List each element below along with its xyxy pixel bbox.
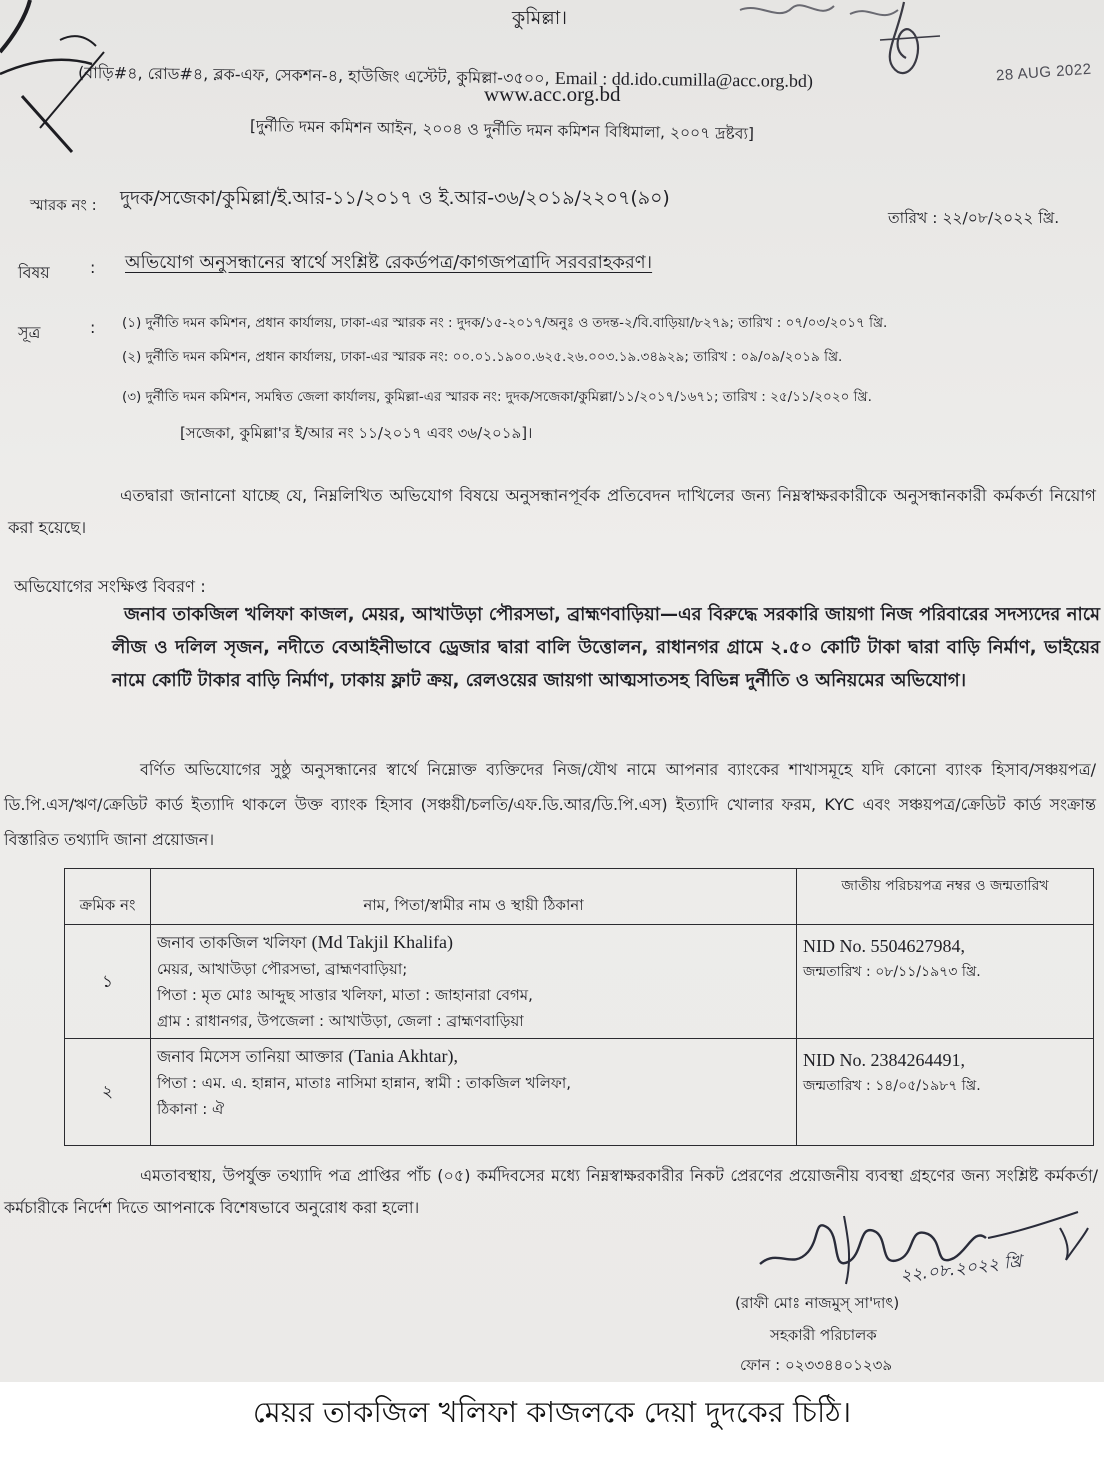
references-note: [সজেকা, কুমিল্লা'র ই/আর নং ১১/২০১৭ এবং ৩৬/২০১৯]। xyxy=(180,424,533,442)
memo-number: দুদক/সজেকা/কুমিল্লা/ই.আর-১১/২০১৭ ও ই.আর-৩৬/২০১৯/২২০৭(৯০) xyxy=(120,187,670,209)
subject-label: বিষয় xyxy=(18,263,50,282)
person-name xyxy=(157,1043,790,1070)
person-detail-line: গ্রাম : রাধানগর, উপজেলা : আখাউড়া, জেলা : ব্রাহ্মণবাড়িয়া xyxy=(157,1012,524,1030)
summary-heading: অভিযোগের সংক্ষিপ্ত বিবরণ : xyxy=(14,577,206,596)
nid-number: NID No. 5504627984, xyxy=(803,936,965,956)
person-detail-line: পিতা : মৃত মোঃ আব্দুছ সাত্তার খলিফা, মাতা : জাহানারা বেগম, xyxy=(157,986,533,1004)
person-detail-line: মেয়র, আখাউড়া পৌরসভা, ব্রাহ্মণবাড়িয়া; xyxy=(157,960,408,978)
signatory-name: (রাফী মোঃ নাজমুস্ সা'দাৎ) xyxy=(735,1294,900,1312)
subject-colon: : xyxy=(90,258,96,277)
table-row-serial: ১ xyxy=(65,925,151,1039)
received-date-stamp: 28 AUG 2022 xyxy=(995,60,1093,85)
table-header-nid: জাতীয় পরিচয়পত্র নম্বর ও জন্মতারিখ xyxy=(797,869,1093,925)
table-row-details xyxy=(151,925,797,1039)
date-of-birth: জন্মতারিখ : ০৮/১১/১৯৭৩ খ্রি. xyxy=(803,964,981,980)
signatory-phone: ফোন : ০২৩৩৪৪০১২৩৯ xyxy=(740,1356,893,1374)
office-website: www.acc.org.bd xyxy=(484,82,621,106)
person-name xyxy=(157,929,790,956)
memo-label: স্মারক নং : xyxy=(30,196,97,214)
address-text: (বাড়ি#৪, রোড#৪, ব্লক-এফ, সেকশন-৪, হাউজিং এস্টেট, কুমিল্লা-৩৫০০, xyxy=(77,63,550,88)
intro-paragraph: এতদ্বারা জানানো যাচ্ছে যে, নিম্নলিখিত অভিযোগ বিষয়ে অনুসন্ধানপূর্বক প্রতিবেদন দাখিলের জন্য নিম্নস্বাক্ষরকারীকে অনুসন্ধানকারী কর্মকর্তা নিয়োগ করা হয়েছে। xyxy=(8,486,1096,537)
person-detail-line: পিতা : এম. এ. হান্নান, মাতাঃ নাসিমা হান্নান, স্বামী : তাকজিল খলিফা, xyxy=(157,1074,571,1092)
signatory-designation: সহকারী পরিচালক xyxy=(770,1326,877,1344)
person-name-bn: জনাব তাকজিল খলিফা xyxy=(157,933,307,952)
summary-paragraph: জনাব তাকজিল খলিফা কাজল, মেয়র, আখাউড়া পৌরসভা, ব্রাহ্মণবাড়িয়া—এর বিরুদ্ধে সরকারি জায়গা নিজ পরিবারের সদস্যদের নামে লীজ ও দলিল সৃজন, নদীতে বেআইনীভাবে ড্রেজার দ্বারা বালি উত্তোলন, রাধানগর গ্রামে ২.৫০ কোটি টাকা দ্বারা বাড়ি নির্মাণ, ভাইয়ের নামে কোটি টাকার বাড়ি নির্মাণ, ঢাকায় ফ্লাট ক্রয়, রেলওয়ের জায়গা আত্মসাতসহ বিভিন্ন দুর্নীতি ও অনিয়মের অভিযোগ। xyxy=(112,604,1100,691)
references-label: সূত্র xyxy=(18,323,41,342)
persons-table xyxy=(64,868,1094,1146)
office-address xyxy=(78,60,813,96)
office-email: Email : dd.ido.cumilla@acc.org.bd) xyxy=(554,67,814,91)
memo-date: তারিখ : ২২/০৮/২০২২ খ্রি. xyxy=(888,209,1060,227)
signature-date: ২২.০৮.২০২২ খ্রি xyxy=(899,1251,1023,1287)
table-row-nid xyxy=(797,925,1093,1039)
table-row-serial: ২ xyxy=(65,1039,151,1145)
table-header-serial: ক্রমিক নং xyxy=(65,869,151,925)
person-detail-line: ঠিকানা : ঐ xyxy=(157,1100,225,1118)
subject-text: অভিযোগ অনুসন্ধানের স্বার্থে সংশ্লিষ্ট রেকর্ডপত্র/কাগজপত্রাদি সরবরাহকরণ। xyxy=(125,252,653,273)
office-city: কুমিল্লা। xyxy=(512,7,568,29)
table-row-details xyxy=(151,1039,797,1145)
reference-item: (১) দুর্নীতি দমন কমিশন, প্রধান কার্যালয়, ঢাকা-এর স্মারক নং : দুদক/১৫-২০১৭/অনুঃ ও তদন্ত-২/বি.বাড়িয়া/৮২৭৯; তারিখ : ০৭/০৩/২০১৭ খ্রি. xyxy=(122,315,888,331)
references-colon: : xyxy=(90,318,96,337)
table-row-nid xyxy=(797,1039,1093,1145)
person-name-en: (Tania Akhtar), xyxy=(348,1046,458,1066)
reference-item: (৩) দুর্নীতি দমন কমিশন, সমন্বিত জেলা কার্যালয়, কুমিল্লা-এর স্মারক নং: দুদক/সজেকা/কুমিল্লা/১১/২০১৭/১৬৭১; তারিখ : ২৫/১১/২০২০ খ্রি. xyxy=(122,389,872,405)
person-name-en: (Md Takjil Khalifa) xyxy=(311,932,454,952)
nid-number: NID No. 2384264491, xyxy=(803,1050,965,1070)
table-header-details: নাম, পিতা/স্বামীর নাম ও স্থায়ী ঠিকানা xyxy=(151,869,797,925)
date-of-birth: জন্মতারিখ : ১৪/০৫/১৯৮৭ খ্রি. xyxy=(803,1078,981,1094)
closing-paragraph: এমতাবস্থায়, উপর্যুক্ত তথ্যাদি পত্র প্রাপ্তির পাঁচ (০৫) কর্মদিবসের মধ্যে নিম্নস্বাক্ষরকারীর নিকট প্রেরণের প্রয়োজনীয় ব্যবস্থা গ্রহণের জন্য সংশ্লিষ্ট কর্মকর্তা/কর্মচারীকে নির্দেশ দিতে আপনাকে বিশেষভাবে অনুরোধ করা হলো। xyxy=(4,1166,1098,1217)
reference-item: (২) দুর্নীতি দমন কমিশন, প্রধান কার্যালয়, ঢাকা-এর স্মারক নং: ০০.০১.১৯০০.৬২৫.২৬.০০৩.১৯.৩৪৯২৯; তারিখ : ০৯/০৯/২০১৯ খ্রি. xyxy=(122,349,843,365)
image-caption: মেয়র তাকজিল খলিফা কাজলকে দেয়া দুদকের চিঠি। xyxy=(252,1395,852,1429)
person-name-bn: জনাব মিসেস তানিয়া আক্তার xyxy=(157,1047,344,1066)
law-reference: [দুর্নীতি দমন কমিশন আইন, ২০০৪ ও দুর্নীতি দমন কমিশন বিধিমালা, ২০০৭ দ্রষ্টব্য] xyxy=(249,117,755,143)
request-paragraph: বর্ণিত অভিযোগের সুষ্ঠু অনুসন্ধানের স্বার্থে নিম্নোক্ত ব্যক্তিদের নিজ/যৌথ নামে আপনার ব্যাংকের শাখাসমূহে যদি কোনো ব্যাংক হিসাব/সঞ্চয়পত্র/ডি.পি.এস/ঋণ/ক্রেডিট কার্ড ইত্যাদি থাকলে উক্ত ব্যাংক হিসাব (সঞ্চয়ী/চলতি/এফ.ডি.আর/ডি.পি.এস) ইত্যাদি খোলার ফরম, KYC এবং সঞ্চয়পত্র/ক্রেডিট কার্ড সংক্রান্ত বিস্তারিত তথ্যাদি জানা প্রয়োজন। xyxy=(4,760,1096,849)
